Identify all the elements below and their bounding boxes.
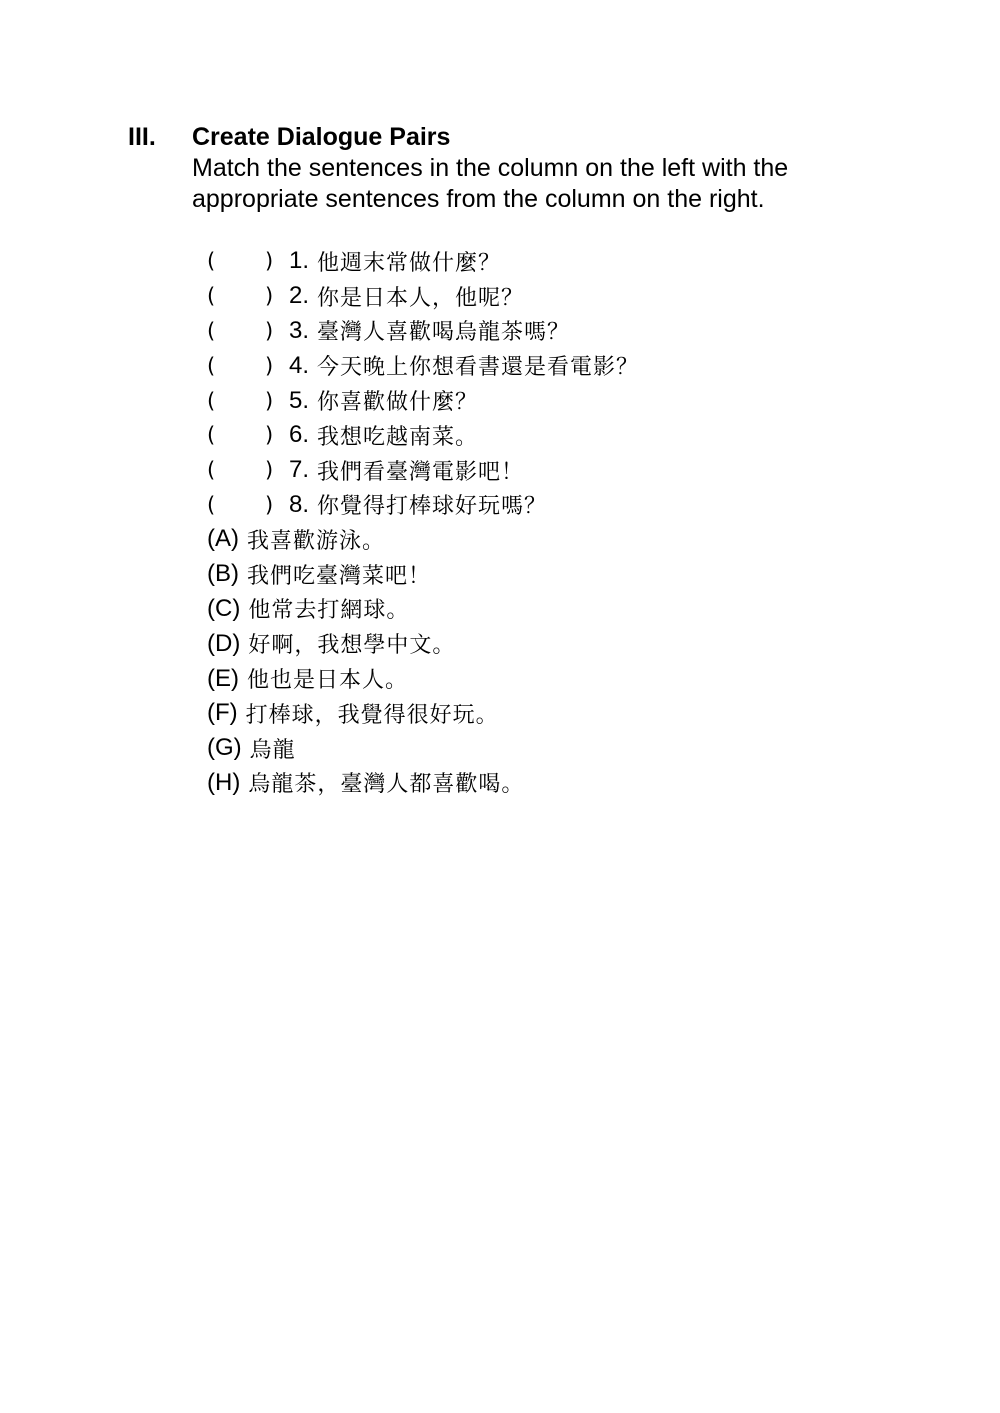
answer-blank-open[interactable]: (	[207, 353, 216, 378]
question-item	[207, 453, 639, 488]
option-letter: (G)	[207, 734, 242, 762]
answer-blank-open[interactable]: (	[207, 423, 216, 448]
question-text: 臺灣人喜歡喝烏龍茶嗎？	[317, 320, 571, 346]
question-number: 7.	[289, 456, 310, 484]
question-number: 8.	[289, 490, 310, 518]
question-text: 我們看臺灣電影吧！	[317, 459, 525, 485]
question-item	[207, 418, 639, 453]
option-letter: (B)	[207, 560, 239, 588]
answer-blank-open[interactable]: (	[207, 388, 216, 413]
option-letter: (A)	[207, 525, 239, 553]
instructions: Match the sentences in the column on the left with the appropriate sentences from the column on the right.	[192, 154, 789, 213]
answer-option	[207, 661, 524, 696]
question-item	[207, 383, 639, 418]
question-item	[207, 488, 639, 523]
option-text: 好啊，我想學中文。	[248, 633, 456, 659]
answer-list	[207, 522, 524, 800]
answer-option	[207, 696, 524, 731]
question-text: 你是日本人，他呢？	[317, 285, 525, 311]
question-item	[207, 279, 639, 314]
answer-blank-close: )	[265, 353, 274, 378]
question-number: 5.	[289, 386, 310, 414]
answer-blank-close: )	[265, 249, 274, 274]
question-item	[207, 314, 639, 349]
answer-blank-open[interactable]: (	[207, 492, 216, 517]
answer-blank-close: )	[265, 284, 274, 309]
option-text: 我喜歡游泳。	[247, 528, 386, 554]
question-text: 今天晚上你想看書還是看電影？	[317, 355, 640, 381]
answer-option	[207, 557, 524, 592]
question-number: 6.	[289, 421, 310, 449]
answer-option	[207, 766, 524, 801]
answer-blank-open[interactable]: (	[207, 249, 216, 274]
option-text: 烏龍	[249, 737, 296, 763]
answer-option	[207, 626, 524, 661]
option-letter: (H)	[207, 768, 241, 796]
option-letter: (F)	[207, 699, 238, 727]
answer-blank-close: )	[265, 388, 274, 413]
option-text: 打棒球，我覺得很好玩。	[245, 702, 499, 728]
answer-blank-close: )	[265, 423, 274, 448]
question-text: 你覺得打棒球好玩嗎？	[317, 494, 548, 520]
question-number: 3.	[289, 316, 310, 344]
answer-blank-open[interactable]: (	[207, 318, 216, 343]
question-number: 4.	[289, 351, 310, 379]
option-letter: (D)	[207, 629, 241, 657]
answer-option	[207, 522, 524, 557]
question-number: 2.	[289, 282, 310, 310]
option-letter: (C)	[207, 594, 241, 622]
question-text: 我想吃越南菜。	[317, 424, 479, 450]
option-text: 我們吃臺灣菜吧！	[247, 563, 432, 589]
section-number: III.	[128, 123, 156, 151]
answer-option	[207, 592, 524, 627]
question-item	[207, 348, 639, 383]
question-list	[207, 244, 639, 522]
option-text: 烏龍茶，臺灣人都喜歡喝。	[248, 772, 525, 798]
question-item	[207, 244, 639, 279]
option-letter: (E)	[207, 664, 239, 692]
answer-option	[207, 731, 524, 766]
answer-blank-close: )	[265, 318, 274, 343]
answer-blank-close: )	[265, 458, 274, 483]
answer-blank-open[interactable]: (	[207, 284, 216, 309]
option-text: 他也是日本人。	[247, 668, 409, 694]
question-number: 1.	[289, 247, 310, 275]
answer-blank-open[interactable]: (	[207, 458, 216, 483]
question-text: 他週末常做什麼？	[317, 250, 502, 276]
answer-blank-close: )	[265, 492, 274, 517]
option-text: 他常去打網球。	[248, 598, 410, 624]
section-title: Create Dialogue Pairs	[192, 123, 451, 151]
question-text: 你喜歡做什麼？	[317, 390, 479, 416]
